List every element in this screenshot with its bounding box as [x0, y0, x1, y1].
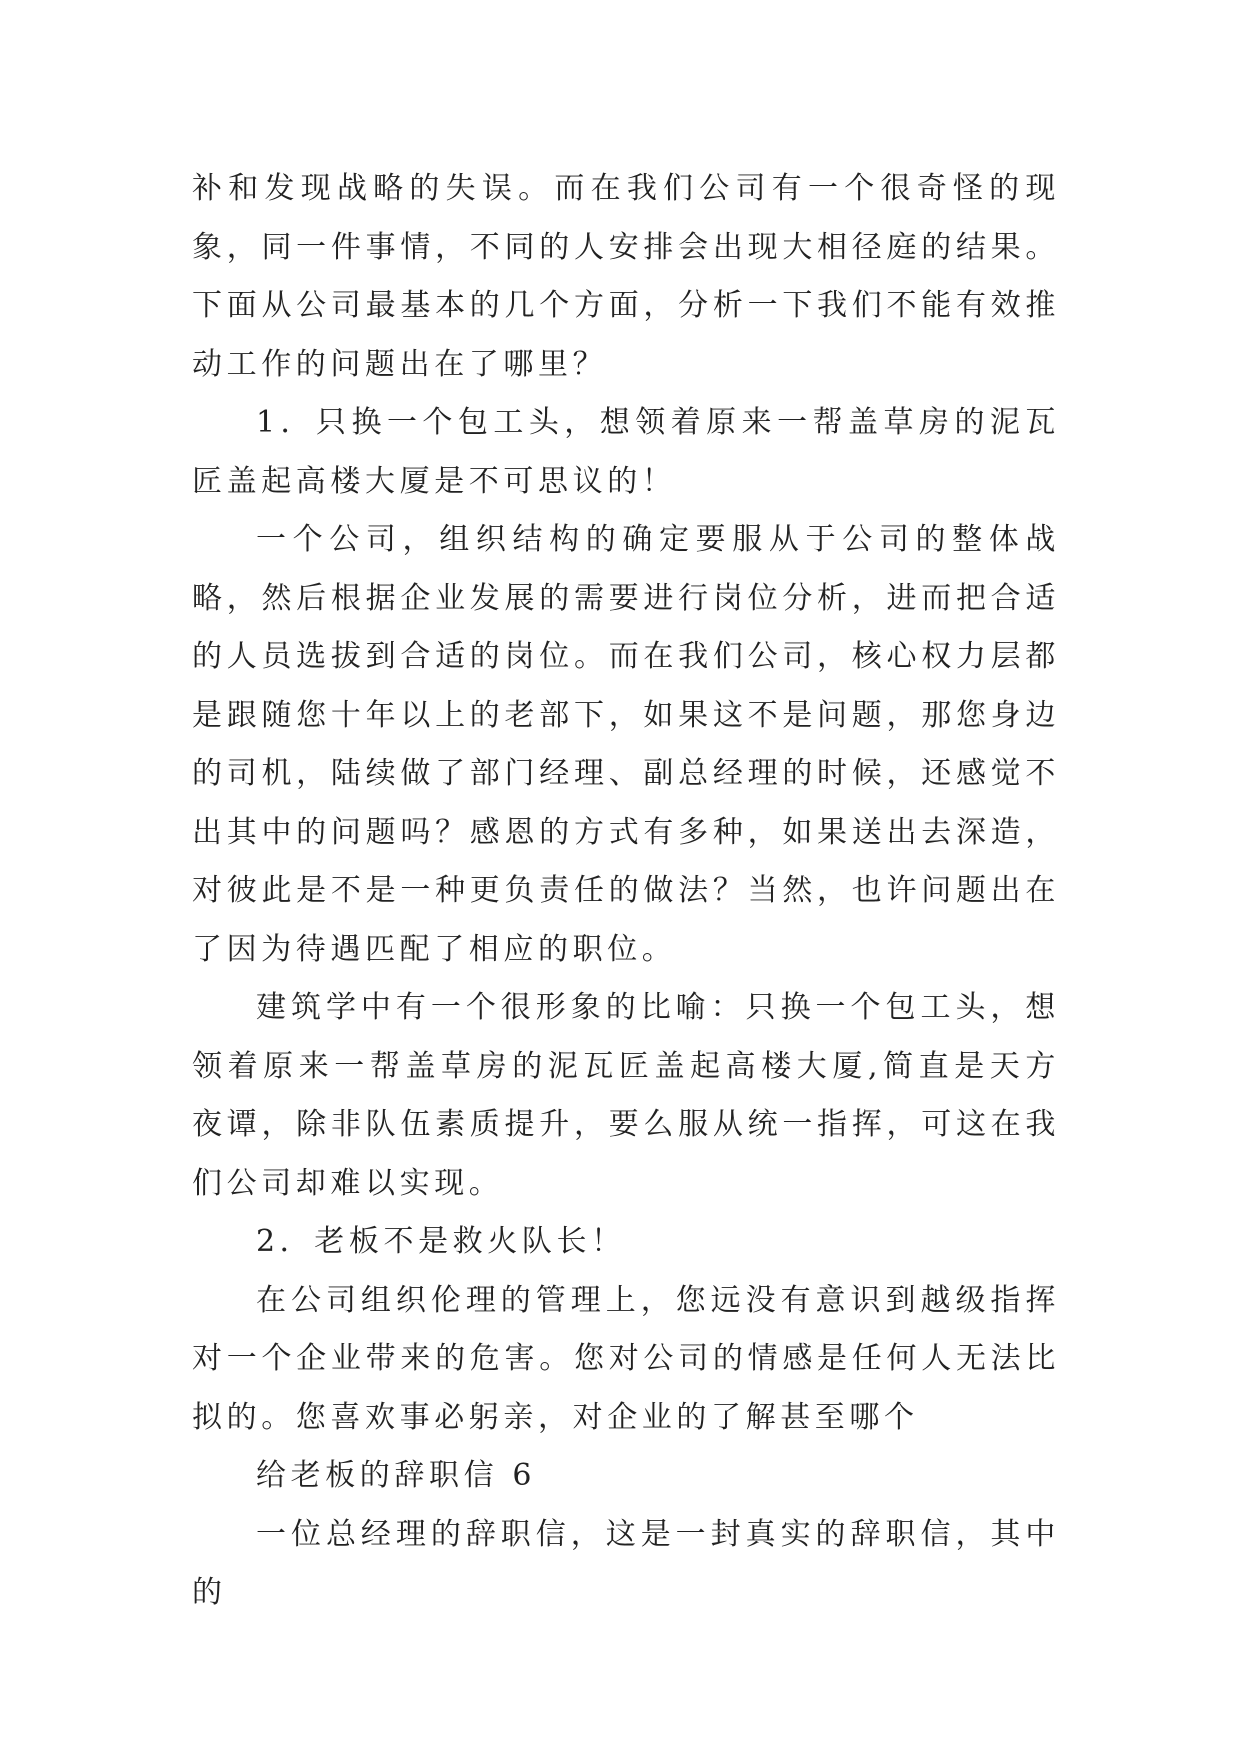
document-body	[192, 160, 1060, 1623]
heading-point-2: 2．老板不是救火队长！	[256, 1224, 626, 1259]
heading-point-1: 1．只换一个包工头，想领着原来一帮盖草房的泥瓦匠盖起高楼大厦是不可思议的！	[192, 405, 1060, 499]
paragraph-4: 在公司组织伦理的管理上，您远没有意识到越级指挥对一个企业带来的危害。您对公司的情感是任何人无法比拟的。您喜欢事必躬亲，对企业的了解甚至哪个	[192, 1282, 1060, 1435]
paragraph-3: 建筑学中有一个很形象的比喻：只换一个包工头，想领着原来一帮盖草房的泥瓦匠盖起高楼大厦,简直是天方夜谭，除非队伍素质提升，要么服从统一指挥，可这在我们公司却难以实现。	[192, 990, 1060, 1201]
paragraph-1: 补和发现战略的失误。而在我们公司有一个很奇怪的现象，同一件事情，不同的人安排会出现大相径庭的结果。下面从公司最基本的几个方面，分析一下我们不能有效推动工作的问题出在了哪里？	[192, 171, 1060, 382]
paragraph-5: 一位总经理的辞职信，这是一封真实的辞职信，其中的	[192, 1516, 1060, 1610]
section-title: 给老板的辞职信 6	[256, 1458, 537, 1493]
paragraph-2: 一个公司，组织结构的确定要服从于公司的整体战略，然后根据企业发展的需要进行岗位分析，进而把合适的人员选拔到合适的岗位。而在我们公司，核心权力层都是跟随您十年以上的老部下，如果这不是问题，那您身边的司机，陆续做了部门经理、副总经理的时候，还感觉不出其中的问题吗？感恩的方式有多种，如果送出去深造，对彼此是不是一种更负责任的做法？当然，也许问题出在了因为待遇匹配了相应的职位。	[192, 522, 1060, 967]
